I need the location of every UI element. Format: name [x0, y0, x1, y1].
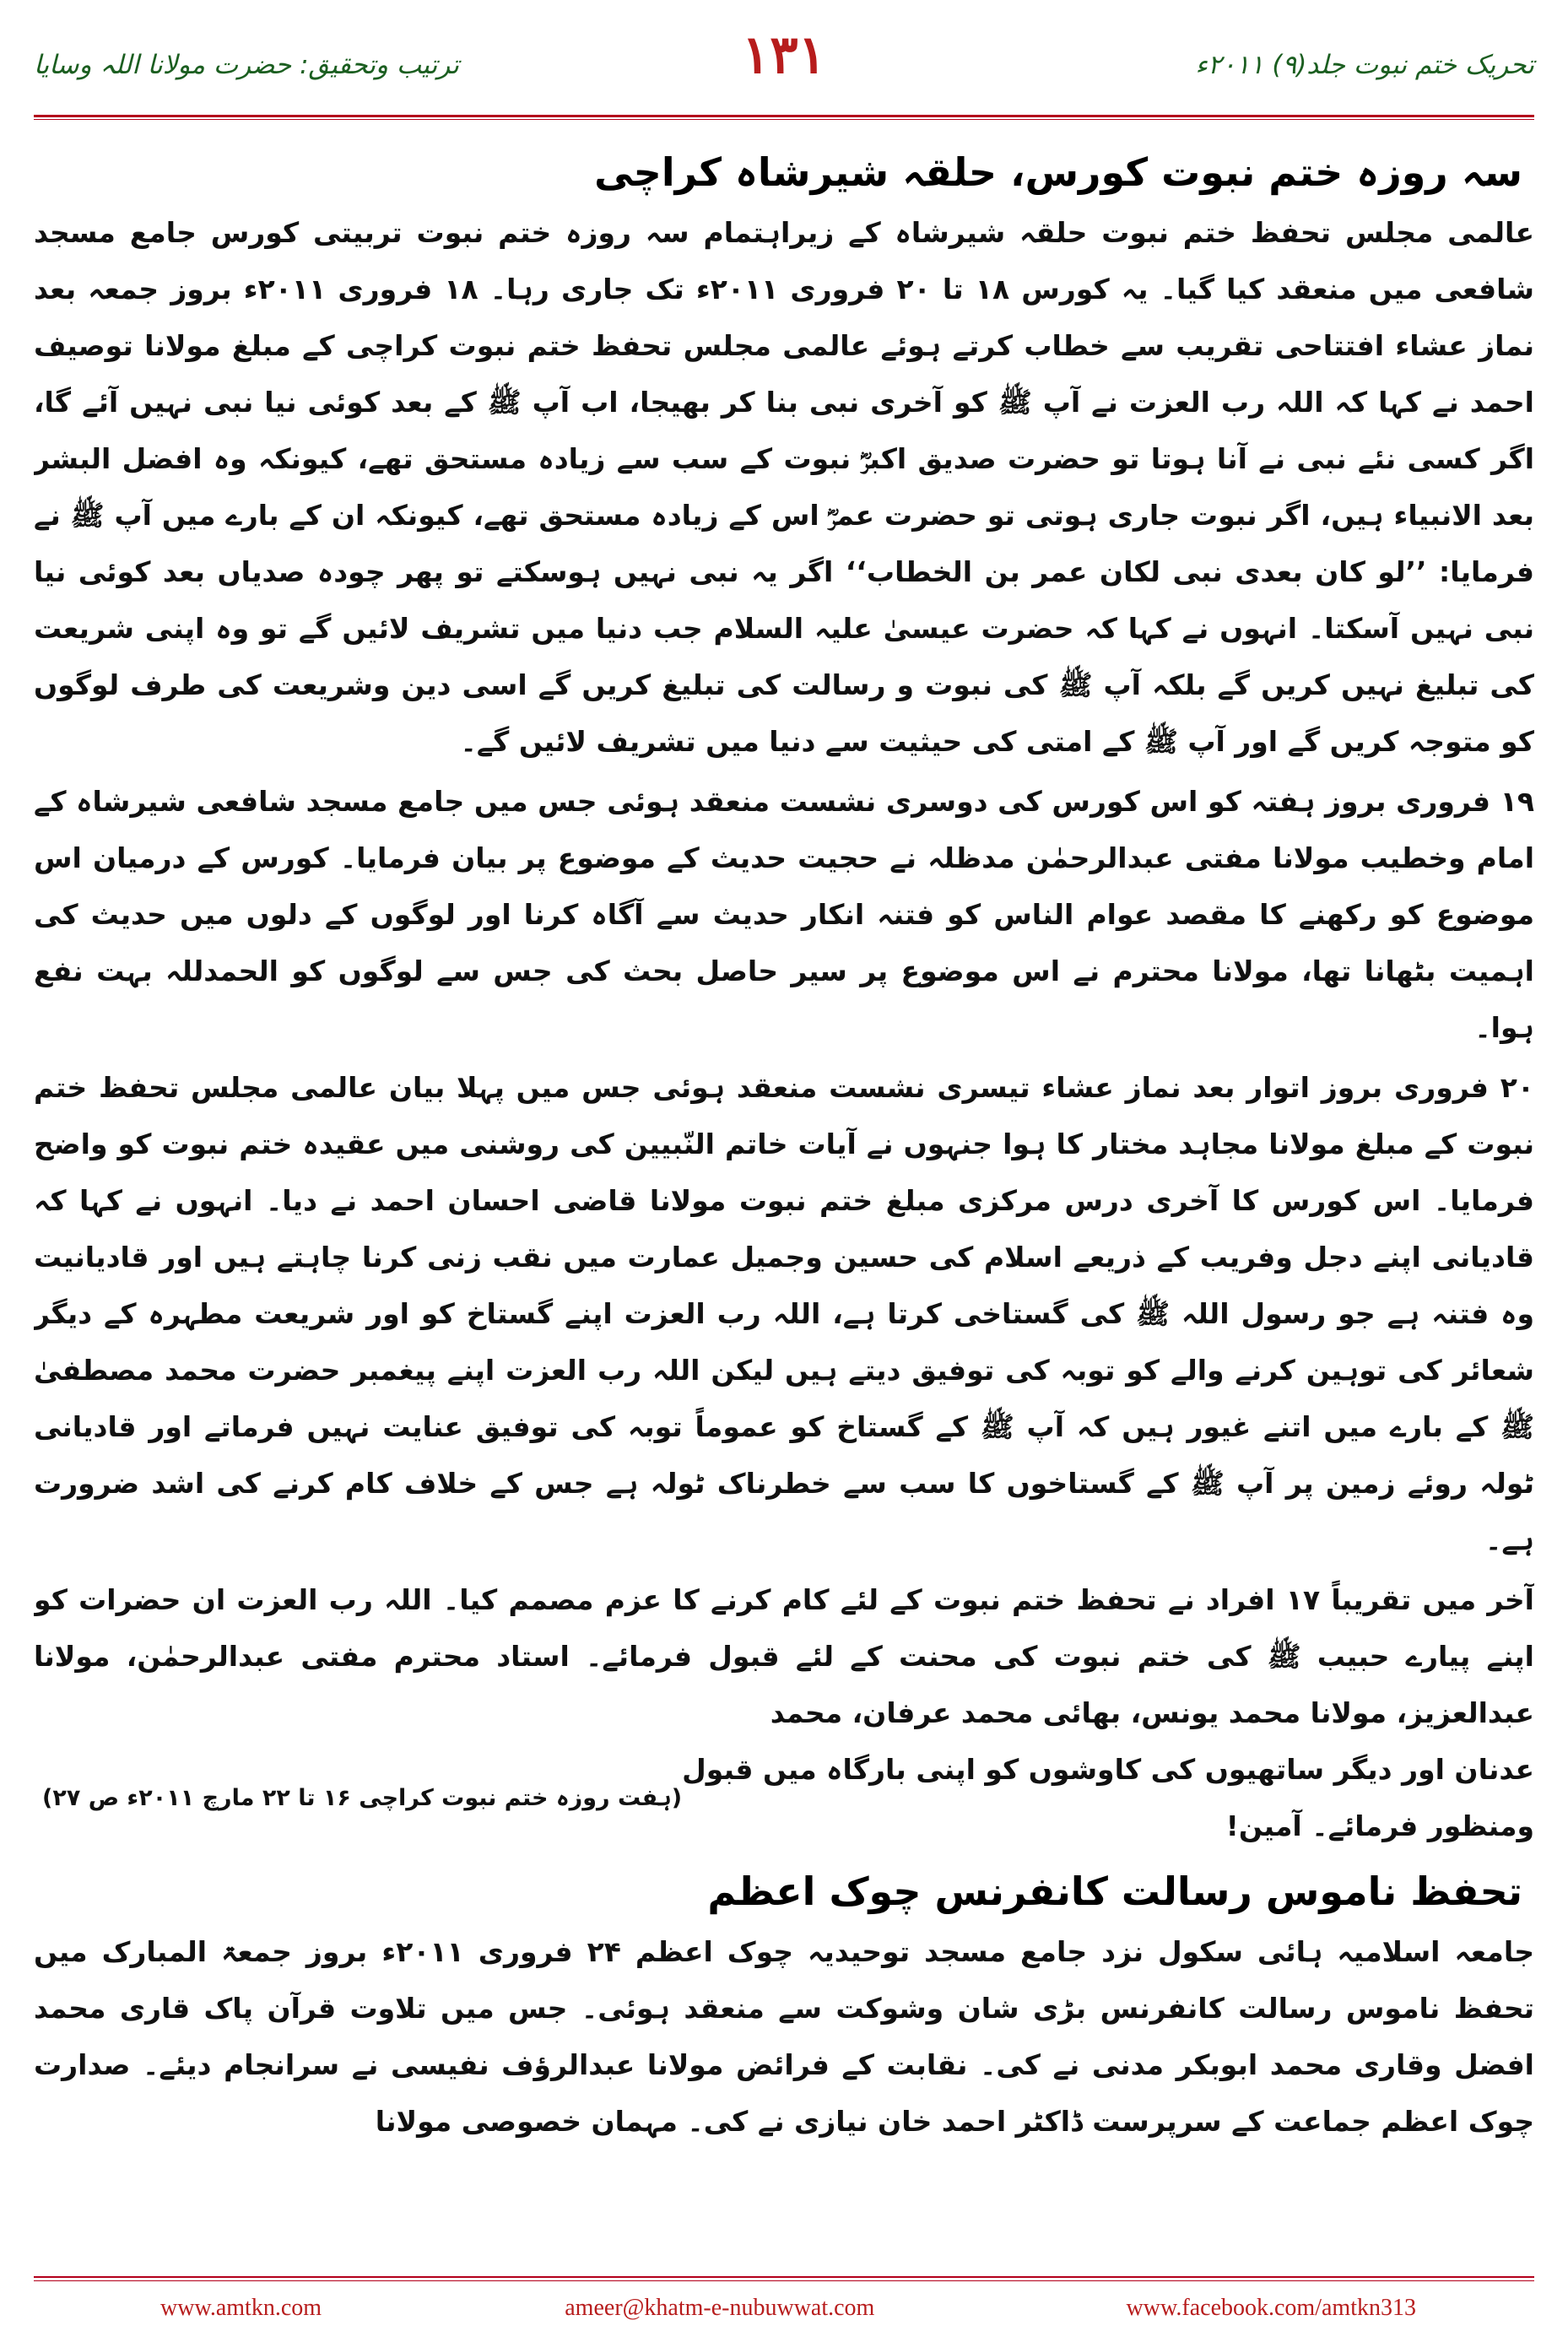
- page-header: [34, 19, 1534, 111]
- footer-website-link[interactable]: www.amtkn.com: [160, 2295, 322, 2321]
- header-divider-thin: [34, 119, 1534, 120]
- section-title-course: سہ روزہ ختم نبوت کورس، حلقہ شیرشاہ کراچی: [594, 149, 1522, 195]
- paragraph-course-3: ۲۰ فروری بروز اتوار بعد نماز عشاء تیسری نشست منعقد ہوئی جس میں پہلا بیان عالمی مجلس تحفظ ختم نبوت کے مبلغ مولانا مجاہد مختار کا ہوا جنہوں نے آیات خاتم النّبیین کی روشنی میں عقیدہ ختم نبوت کو واضح فرمایا۔ اس کورس کا آخری درس مرکزی مبلغ ختم نبوت مولانا قاضی احسان احمد نے دیا۔ انہوں نے کہا کہ قادیانی اپنے دجل وفریب کے ذریعے اسلام کی حسین وجمیل عمارت میں نقب زنی کرنا چاہتے ہیں اور قادیانیت وہ فتنہ ہے جو رسول اللہ ﷺ کی گستاخی کرتا ہے، اللہ رب العزت اپنے گستاخ کو اور شریعت مطہرہ کے دیگر شعائر کی توہین کرنے والے کو توبہ کی توفیق دیتے ہیں لیکن اللہ رب العزت اپنے پیغمبر حضرت محمد مصطفیٰ ﷺ کے بارے میں اتنے غیور ہیں کہ آپ ﷺ کے گستاخ کو عموماً توبہ کی توفیق عنایت نہیں فرماتے اور قادیانی ٹولہ روئے زمین پر آپ ﷺ کے گستاخوں کا سب سے خطرناک ٹولہ ہے جس کے خلاف کام کرنے کی اشد ضرورت ہے۔: [34, 1071, 1534, 1556]
- article-body: [34, 135, 1534, 2237]
- paragraph-course-1: عالمی مجلس تحفظ ختم نبوت حلقہ شیرشاہ کے زیراہتمام سہ روزہ ختم نبوت تربیتی کورس جامع مسجد شافعی میں منعقد کیا گیا۔ یہ کورس ۱۸ تا ۲۰ فروری ۲۰۱۱ء تک جاری رہا۔ ۱۸ فروری ۲۰۱۱ء بروز جمعہ بعد نماز عشاء افتتاحی تقریب سے خطاب کرتے ہوئے عالمی مجلس تحفظ ختم نبوت کراچی کے مبلغ مولانا توصیف احمد نے کہا کہ اللہ رب العزت نے آپ ﷺ کو آخری نبی بنا کر بھیجا، اب آپ ﷺ کے بعد کوئی نیا نبی نہیں آئے گا، اگر کسی نئے نبی نے آنا ہوتا تو حضرت صدیق اکبرؓ نبوت کے سب سے زیادہ مستحق تھے، کیونکہ وہ افضل البشر بعد الانبیاء ہیں، اگر نبوت جاری ہوتی تو حضرت عمرؓ اس کے زیادہ مستحق تھے، کیونکہ ان کے بارے میں آپ ﷺ نے فرمایا: ’’لو کان بعدی نبی لکان عمر بن الخطاب‘‘ اگر یہ نبی نہیں ہوسکتے تو پھر چودہ صدیاں بعد کوئی نیا نبی نہیں آسکتا۔ انہوں نے کہا کہ حضرت عیسیٰ علیہ السلام جب دنیا میں تشریف لائیں گے تو وہ اپنی شریعت کی تبلیغ نہیں کریں گے بلکہ آپ ﷺ کی نبوت و رسالت کی تبلیغ کریں گے اسی دین وشریعت کی طرف لوگوں کو متوجہ کریں گے اور آپ ﷺ کے امتی کی حیثیت سے دنیا میں تشریف لائیں گے۔: [34, 216, 1534, 758]
- page-footer: [34, 2287, 1534, 2329]
- source-citation: (ہفت روزہ ختم نبوت کراچی ۱۶ تا ۲۲ مارچ ۲۰۱۱ء ص ۲۷): [42, 1784, 683, 1811]
- header-compiler: ترتیب وتحقیق: حضرت مولانا اللہ وسایا: [34, 50, 460, 80]
- paragraph-conference: جامعہ اسلامیہ ہائی سکول نزد جامع مسجد توحیدیہ چوک اعظم ۲۴ فروری ۲۰۱۱ء بروز جمعۃ المبارک میں تحفظ ناموس رسالت کانفرنس بڑی شان وشوکت سے منعقد ہوئی۔ جس میں تلاوت قرآن پاک قاری محمد افضل وقاری محمد ابوبکر مدنی نے کی۔ نقابت کے فرائض مولانا عبدالرؤف نفیسی نے سرانجام دیئے۔ صدارت چوک اعظم جماعت کے سرپرست ڈاکٹر احمد خان نیازی نے کی۔ مہمان خصوصی مولانا: [34, 1935, 1534, 2138]
- footer-divider-thin: [34, 2280, 1534, 2281]
- header-divider: [34, 115, 1534, 117]
- page-number: ۱۳۱: [742, 24, 826, 85]
- amen-source-row: [34, 1741, 1534, 1854]
- header-book-title: تحریک ختم نبوت جلد(۹) ۲۰۱۱ء: [1195, 50, 1534, 80]
- paragraph-course-4: آخر میں تقریباً ۱۷ افراد نے تحفظ ختم نبوت کے لئے کام کرنے کا عزم مصمم کیا۔ اللہ رب العزت ان حضرات کو اپنے پیارے حبیب ﷺ کی ختم نبوت کی محنت کے لئے قبول فرمائے۔ استاد محترم مفتی عبدالرحمٰن، مولانا عبدالعزیز، مولانا محمد یونس، بھائی محمد عرفان، محمد: [34, 1583, 1534, 1729]
- footer-email-link[interactable]: ameer@khatm-e-nubuwwat.com: [565, 2295, 875, 2321]
- section-title-conference: تحفظ ناموس رسالت کانفرنس چوک اعظم: [707, 1869, 1522, 1914]
- footer-divider: [34, 2276, 1534, 2278]
- paragraph-course-2: ۱۹ فروری بروز ہفتہ کو اس کورس کی دوسری نشست منعقد ہوئی جس میں جامع مسجد شافعی شیرشاہ کے امام وخطیب مولانا مفتی عبدالرحمٰن مدظلہ نے حجیت حدیث کے موضوع پر بیان فرمایا۔ کورس کے درمیان اس موضوع کو رکھنے کا مقصد عوام الناس کو فتنہ انکار حدیث سے آگاہ کرنا اور لوگوں کے دلوں میں حدیث کی اہمیت بٹھانا تھا، مولانا محترم نے اس موضوع پر سیر حاصل بحث کی جس سے لوگوں کو الحمدللہ بہت نفع ہوا۔: [34, 785, 1534, 1044]
- amen-line: عدنان اور دیگر ساتھیوں کی کاوشوں کو اپنی بارگاہ میں قبول ومنظور فرمائے۔ آمین!: [682, 1753, 1534, 1842]
- footer-facebook-link[interactable]: www.facebook.com/amtkn313: [1126, 2295, 1416, 2321]
